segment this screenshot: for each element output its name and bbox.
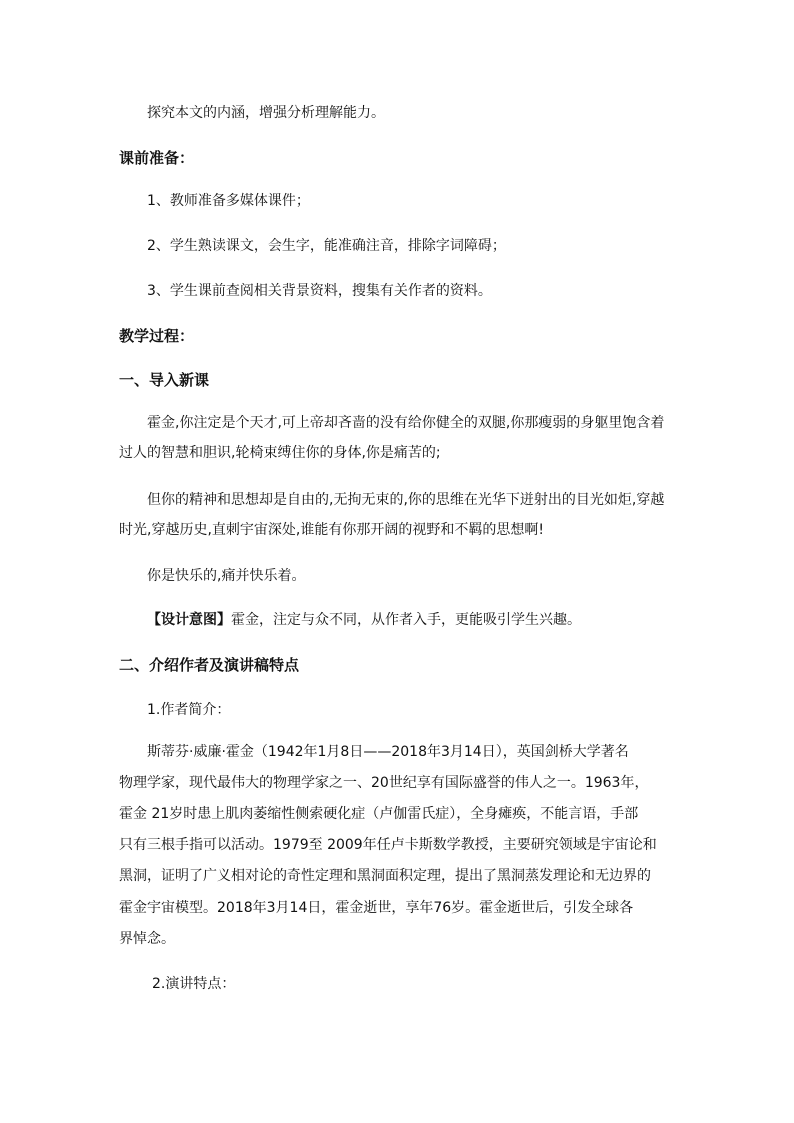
design-intent bbox=[147, 610, 581, 630]
section1-line-4: 时光,穿越历史,直刺宇宙深处,谁能有你那开阔的视野和不羁的思想啊! bbox=[119, 522, 544, 538]
section1-line-2: 过人的智慧和胆识,轮椅束缚住你的身体,你是痛苦的; bbox=[119, 445, 441, 461]
author-line-6: 霍金宇宙模型。2018年3月14日，霍金逝世，享年76岁。霍金逝世后，引发全球各 bbox=[119, 900, 634, 916]
section1-line-5: 你是快乐的,痛并快乐着。 bbox=[147, 568, 306, 584]
author-line-1: 斯蒂芬·威廉·霍金（1942年1月8日——2018年3月14日），英国剑桥大学著名 bbox=[147, 744, 629, 760]
author-intro-label: 1.作者简介： bbox=[147, 702, 231, 718]
section1-line-3: 但你的精神和思想却是自由的,无拘无束的,你的思维在光华下迸射出的目光如炬,穿越 bbox=[147, 492, 665, 508]
intro-goal-text: 探究本文的内涵，增强分析理解能力。 bbox=[147, 105, 385, 121]
prep-item-1: 1、教师准备多媒体课件； bbox=[147, 193, 310, 209]
section1-heading: 一、导入新课 bbox=[119, 371, 210, 389]
design-text: 霍金，注定与众不同，从作者入手，更能吸引学生兴趣。 bbox=[231, 612, 581, 628]
prep-item-2: 2、学生熟读课文，会生字，能准确注音，排除字词障碍； bbox=[147, 238, 506, 254]
author-line-4: 只有三根手指可以活动。1979至 2009年任卢卡斯数学教授，主要研究领域是宇宙论和 bbox=[119, 837, 657, 853]
design-label: 【设计意图】 bbox=[147, 612, 231, 628]
section2-heading: 二、介绍作者及演讲稿特点 bbox=[119, 656, 300, 674]
author-line-2: 物理学家，现代最伟大的物理学家之一、20世纪享有国际盛誉的伟人之一。1963年， bbox=[119, 775, 649, 791]
prep-heading: 课前准备： bbox=[119, 149, 195, 167]
author-line-3: 霍金 21岁时患上肌肉萎缩性侧索硬化症（卢伽雷氏症），全身瘫痪，不能言语，手部 bbox=[119, 806, 639, 822]
process-heading: 教学过程： bbox=[119, 327, 195, 345]
section1-line-1: 霍金,你注定是个天才,可上帝却吝啬的没有给你健全的双腿,你那瘦弱的身躯里饱含着 bbox=[147, 415, 665, 431]
prep-item-3: 3、学生课前查阅相关背景资料，搜集有关作者的资料。 bbox=[147, 283, 492, 299]
author-line-5: 黑洞，证明了广义相对论的奇性定理和黑洞面积定理，提出了黑洞蒸发理论和无边界的 bbox=[119, 868, 651, 884]
speech-features-label: 2.演讲特点： bbox=[152, 976, 236, 992]
author-line-7: 界悼念。 bbox=[119, 931, 175, 947]
